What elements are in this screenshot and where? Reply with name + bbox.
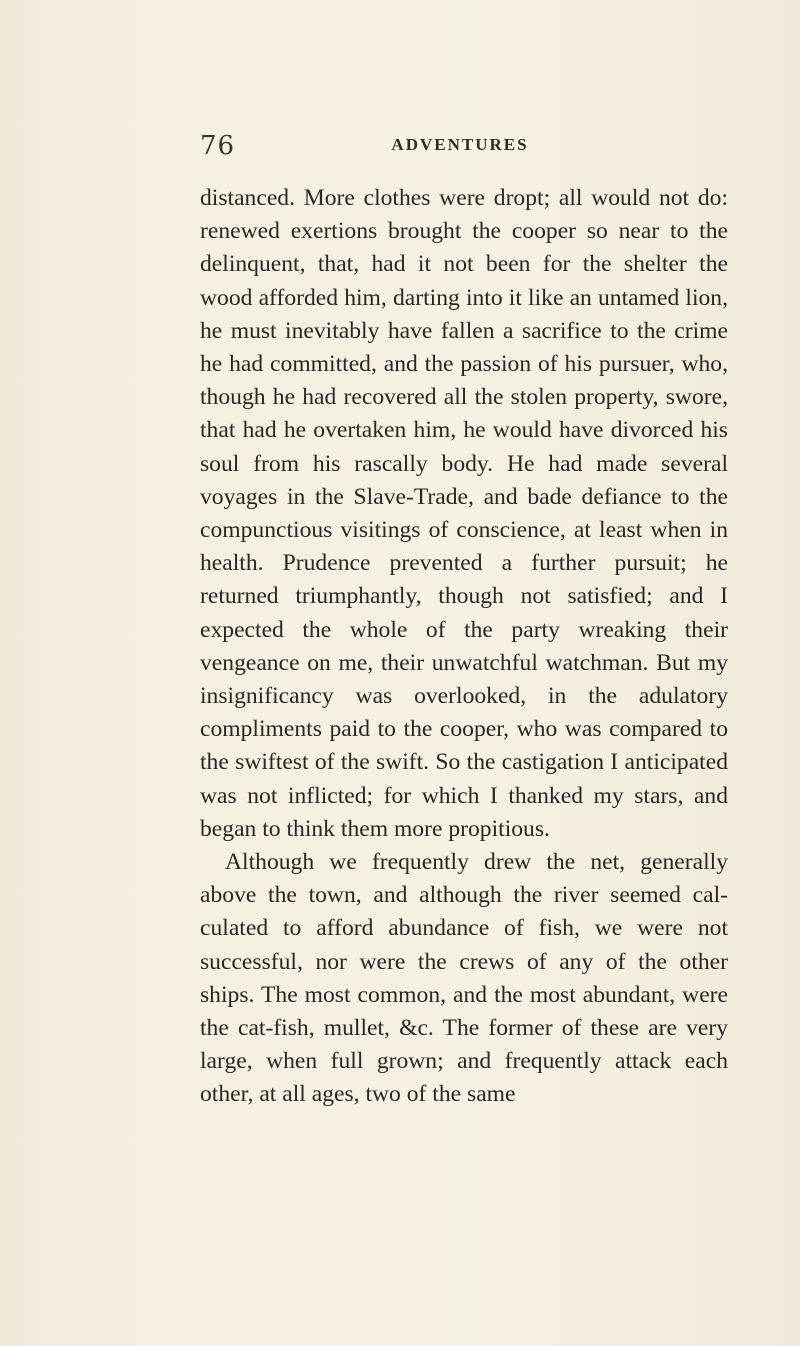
paragraph-2: Although we frequently drew the net, generally above the town, and although the river seemed calculated to afford abundance of fish, we were not successful, nor were the crews of any of the other ships. The most common, and the most abundant, were the cat-fish, mullet, &c. The former of these are very large, when full grown; and frequently attack each other, at all ages, two of the same bbox=[200, 849, 728, 1108]
page-number: 76 bbox=[200, 131, 236, 161]
body-text bbox=[200, 182, 728, 1112]
page-header bbox=[200, 131, 720, 171]
running-head: ADVENTURES bbox=[391, 135, 529, 154]
paragraph-1: distanced. More clothes were dropt; all would not do: renewed exertions brought the cooper so near to the delinquent, that, had it not been for the shelter the wood afforded him, darting into it like an untamed lion, he must inevitably have fallen a sacrifice to the crime he had committed, and the passion of his pursuer, who, though he had recovered all the stolen property, swore, that had he overtaken him, he would have divorced his soul from his rascally body. He had made several voyages in the Slave-Trade, and bade defiance to the compunctious visitings of conscience, at least when in health. Prudence prevented a further pursuit; he returned triumphantly, though not satisfied; and I expected the whole of the party wreaking their vengeance on me, their unwatchful watchman. But my insignificancy was overlooked, in the adulatory compliments paid to the cooper, who was compared to the swiftest of the swift. So the castigation I anticipated was not inflicted; for which I thanked my stars, and began to think them more propitious. bbox=[200, 185, 728, 842]
